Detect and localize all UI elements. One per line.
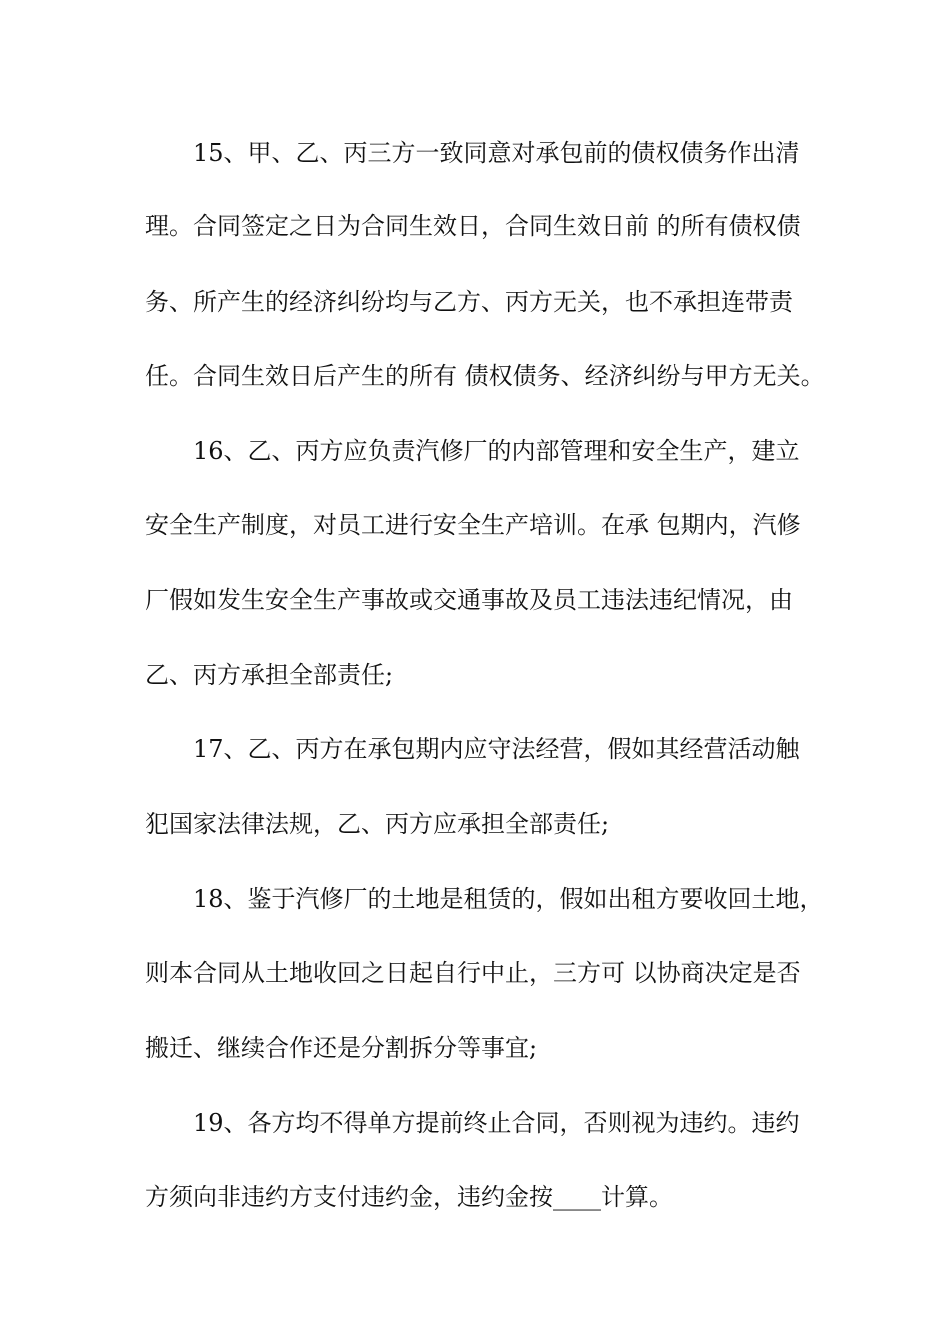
clause-19-line-2: 方须向非违约方支付违约金，违约金按____计算。	[145, 1183, 673, 1211]
clause-15-line-4: 任。合同生效日后产生的所有 债权债务、经济纠纷与甲方无关。	[145, 362, 825, 390]
clause-15-line-1: 15、甲、乙、丙三方一致同意对承包前的债权债务作出清	[193, 139, 800, 167]
clause-16-line-1: 16、乙、丙方应负责汽修厂的内部管理和安全生产，建立	[193, 437, 800, 465]
clause-15-line-2: 理。合同签定之日为合同生效日，合同生效日前 的所有债权债	[145, 212, 801, 240]
clause-15-line-3: 务、所产生的经济纠纷均与乙方、丙方无关，也不承担连带责	[145, 288, 793, 316]
clause-17-line-1: 17、乙、丙方在承包期内应守法经营，假如其经营活动触	[193, 735, 800, 763]
clause-18-line-2: 则本合同从土地收回之日起自行中止，三方可 以协商决定是否	[145, 959, 801, 987]
clause-19-line-1: 19、各方均不得单方提前终止合同，否则视为违约。违约	[193, 1109, 800, 1137]
clause-16-line-3: 厂假如发生安全生产事故或交通事故及员工违法违纪情况，由	[145, 586, 793, 614]
clause-18-line-1: 18、鉴于汽修厂的土地是租赁的，假如出租方要收回土地，	[193, 885, 824, 913]
clause-17-line-2: 犯国家法律法规，乙、丙方应承担全部责任;	[145, 810, 610, 838]
clause-16-line-2: 安全生产制度，对员工进行安全生产培训。在承 包期内，汽修	[145, 511, 801, 539]
clause-16-line-4: 乙、丙方承担全部责任;	[145, 661, 394, 689]
clause-18-line-3: 搬迁、继续合作还是分割拆分等事宜;	[145, 1034, 538, 1062]
